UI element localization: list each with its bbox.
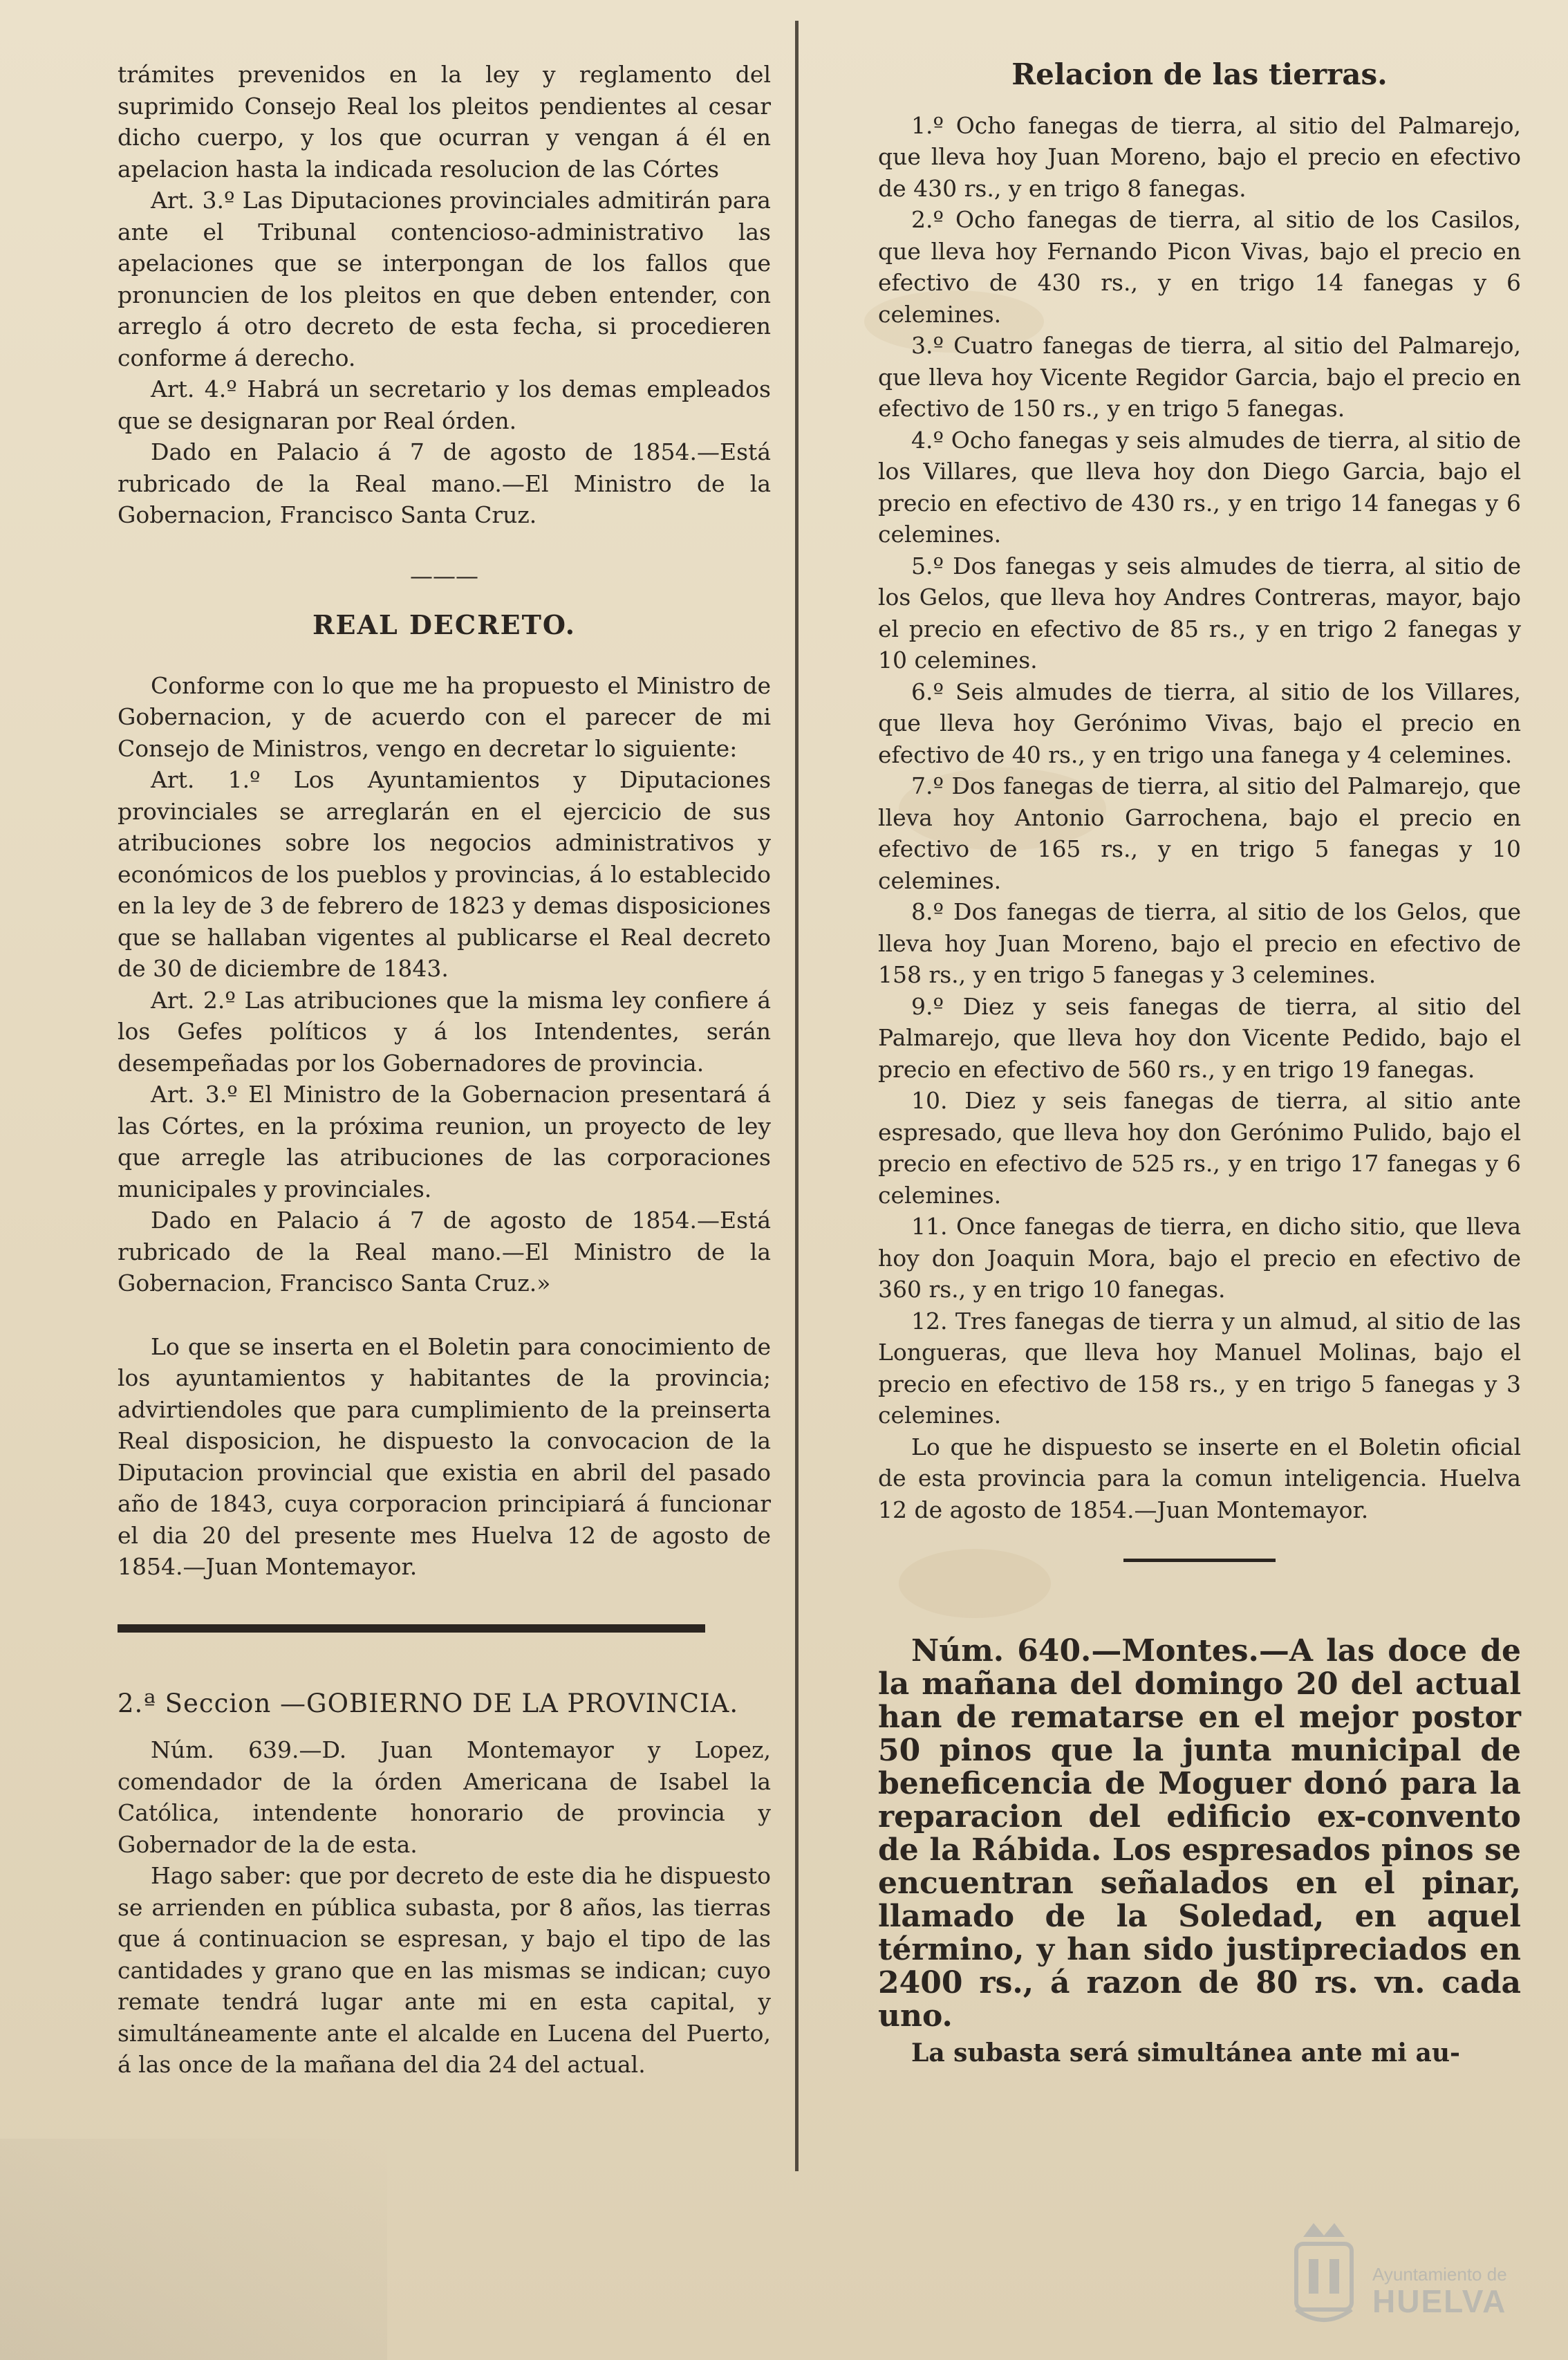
land-item: 2.º Ocho fanegas de tierra, al sitio de los Casilos, que lleva hoy Fernando Picon Vivas, bajo el precio en efectivo de 430 rs., y en trigo 14 fanegas y 6 celemines. — [878, 206, 1521, 328]
notice-639-body: Hago saber: que por decreto de este dia he dispuesto se arrienden en pública subasta, por 8 años, las tierras que á continuacion se espresan, y bajo el tipo de las cantidades y grano que en las mismas se indican; cuyo remate tendrá lugar ante mi en esta capital, y simultáneamente ante el alcalde en Lucena del Puerto, á las once de la mañana del dia 24 del actual. — [118, 1862, 771, 2078]
land-item: 8.º Dos fanegas de tierra, al sitio de los Gelos, que lleva hoy Juan Moreno, bajo el precio en efectivo de 158 rs., y en trigo 5 fanegas y 3 celemines. — [878, 898, 1521, 988]
land-item: 3.º Cuatro fanegas de tierra, al sitio del Palmarejo, que lleva hoy Vicente Regidor Garcia, bajo el precio en efectivo de 150 rs., y en trigo 5 fanegas. — [878, 332, 1521, 422]
watermark-line-2: HUELVA — [1372, 2283, 1507, 2319]
land-item: 5.º Dos fanegas y seis almudes de tierra, al sitio de los Gelos, que lleva hoy Andres Contreras, mayor, bajo el precio en efectivo de 85 rs., y en trigo 2 fanegas y 10 celemines. — [878, 552, 1521, 673]
notice-640: Núm. 640.—Montes.—A las doce de la mañana del domingo 20 del actual han de rematarse en el mejor postor 50 pinos que la junta municipal de beneficencia de Moguer donó para la reparacion del edificio ex-convento de la Rábida. Los espresados pinos se encuentran señalados en el pinar, llamado de la Soledad, en aquel término, y han sido justipreciados en 2400 rs., á razon de 80 rs. vn. cada uno. — [878, 1633, 1521, 2034]
land-item: 11. Once fanegas de tierra, en dicho sitio, que lleva hoy don Joaquin Mora, bajo el precio en efectivo de 360 rs., y en trigo 10 fanegas. — [878, 1213, 1521, 1303]
land-item: 9.º Diez y seis fanegas de tierra, al sitio del Palmarejo, que lleva hoy don Vicente Pedido, bajo el precio en efectivo de 560 rs., y en trigo 19 fanegas. — [878, 992, 1521, 1083]
land-list-title: Relacion de las tierras. — [1011, 57, 1388, 91]
coat-of-arms-icon — [1282, 2216, 1365, 2330]
column-divider — [795, 21, 799, 2171]
spacer — [118, 1299, 771, 1331]
decree-article-2: Art. 2.º Las atribuciones que la misma ley confiere á los Gefes políticos y á los Intendentes, serán desempeñadas por los Gobernadores de provincia. — [118, 986, 771, 1077]
intro-continuation: trámites prevenidos en la ley y reglamento del suprimido Consejo Real los pleitos pendientes al cesar dicho cuerpo, y los que ocurran y vengan á él en apelacion hasta la indicada resolucion de las Córtes — [118, 61, 771, 183]
notice-639-header: Núm. 639.—D. Juan Montemayor y Lopez, comendador de la órden Americana de Isabel la Católica, intendente honorario de provincia y Gobernador de la de esta. — [118, 1736, 771, 1858]
decree-article-3: Art. 3.º El Ministro de la Gobernacion presentará á las Córtes, en la próxima reunion, un proyecto de ley que arregle las atribuciones de las corporaciones municipales y provinciales. — [118, 1081, 771, 1202]
article-3-appeals: Art. 3.º Las Diputaciones provinciales admitirán para ante el Tribunal contencioso-administrativo las apelaciones que se interpongan de los fallos que pronuncien de los pleitos en que deben entender, con arreglo á otro decreto de esta fecha, si procedieren conforme á derecho. — [118, 187, 771, 371]
decree-article-1: Art. 1.º Los Ayuntamientos y Diputaciones provinciales se arreglarán en el ejercicio de sus atribuciones sobre los negocios administrativos y económicos de los pueblos y provincias, á lo establecido en la ley de 3 de febrero de 1823 y demas disposiciones que se hallaban vigentes al publicarse el Real decreto de 30 de diciembre de 1843. — [118, 766, 771, 982]
watermark-text — [1372, 2265, 1507, 2319]
decree-title: REAL DECRETO. — [312, 609, 577, 640]
land-item: 7.º Dos fanegas de tierra, al sitio del Palmarejo, que lleva hoy Antonio Garrochena, bajo el precio en efectivo de 165 rs., y en trigo 5 fanegas y 10 celemines. — [878, 772, 1521, 894]
right-column — [878, 59, 1521, 2069]
first-decree-signature: Dado en Palacio á 7 de agosto de 1854.—Está rubricado de la Real mano.—El Ministro de la Gobernacion, Francisco Santa Cruz. — [118, 438, 771, 528]
section-heading: 2.ª Seccion —GOBIERNO DE LA PROVINCIA. — [118, 1688, 739, 1718]
land-item: 12. Tres fanegas de tierra y un almud, al sitio de las Longueras, que lleva hoy Manuel Molinas, bajo el precio en efectivo de 158 rs., y en trigo 5 fanegas y 3 celemines. — [878, 1307, 1521, 1429]
separator-rule: ——— — [410, 561, 478, 589]
decree-signature: Dado en Palacio á 7 de agosto de 1854.—Está rubricado de la Real mano.—El Ministro de la Gobernacion, Francisco Santa Cruz.» — [118, 1207, 771, 1297]
land-item: 6.º Seis almudes de tierra, al sitio de los Villares, que lleva hoy Gerónimo Vivas, bajo el precio en efectivo de 40 rs., y en trigo una fanega y 4 celemines. — [878, 678, 1521, 768]
paper-fold-shadow — [0, 2139, 387, 2360]
boletin-insert-note: Lo que se inserta en el Boletin para conocimiento de los ayuntamientos y habitantes de la provincia; advirtiendoles que para cumplimiento de la preinserta Real disposicion, he dispuesto la convocacion de la Diputacion provincial que existia en abril del pasado año de 1843, cuya corporacion principiará á funcionar el dia 20 del presente mes Huelva 12 de agosto de 1854.—Juan Montemayor. — [118, 1332, 771, 1580]
notice-640-continuation: La subasta será simultánea ante mi au- — [911, 2038, 1460, 2068]
left-column — [118, 59, 771, 2081]
land-item: 10. Diez y seis fanegas de tierra, al sitio ante espresado, que lleva hoy don Gerónimo Pulido, bajo el precio en efectivo de 525 rs., y en trigo 17 fanegas y 6 celemines. — [878, 1087, 1521, 1209]
archive-watermark — [1282, 2216, 1531, 2334]
notice-rule — [1123, 1559, 1276, 1562]
article-4-secretary: Art. 4.º Habrá un secretario y los demas empleados que se designaran por Real órden. — [118, 375, 771, 434]
land-closing-note: Lo que he dispuesto se inserte en el Boletin oficial de esta provincia para la comun inteligencia. Huelva 12 de agosto de 1854.—Juan Montemayor. — [878, 1433, 1521, 1523]
watermark-line-1: Ayuntamiento de — [1372, 2264, 1507, 2285]
land-item: 1.º Ocho fanegas de tierra, al sitio del Palmarejo, que lleva hoy Juan Moreno, bajo el precio en efectivo de 430 rs., y en trigo 8 fanegas. — [878, 111, 1521, 202]
decree-preamble: Conforme con lo que me ha propuesto el Ministro de Gobernacion, y de acuerdo con el parecer de mi Consejo de Ministros, vengo en decretar lo siguiente: — [118, 671, 771, 762]
section-rule — [118, 1624, 705, 1633]
land-item: 4.º Ocho fanegas y seis almudes de tierra, al sitio de los Villares, que lleva hoy don Diego Garcia, bajo el precio en efectivo de 430 rs., y en trigo 14 fanegas y 6 celemines. — [878, 426, 1521, 548]
